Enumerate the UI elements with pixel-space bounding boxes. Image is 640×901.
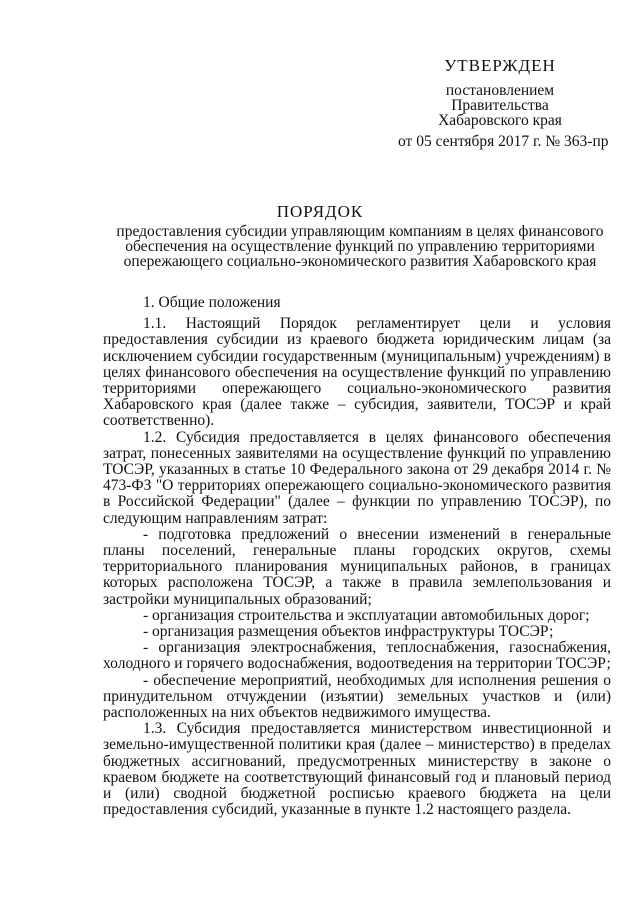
approval-stamp: [380, 58, 620, 149]
approval-line: Правительства: [451, 97, 549, 114]
approval-title: УТВЕРЖДЕН: [444, 56, 556, 75]
paragraph: 1.3. Субсидия предоставляется министерством инвестиционной и земельно-имущественной политики края (далее – министерство) в пределах бюджетных ассигнований, предусмотренных министерству в законе о краевом бюджете на соответствующий финансовый год и плановый период и (или) сводной бюджетной росписью краевого бюджета на цели предоставления субсидий, указанные в пункте 1.2 настоящего раздела.: [103, 720, 611, 819]
list-item: - организация электроснабжения, теплоснабжения, газоснабжения, холодного и горячего водоснабжения, водоотведения на территории ТОСЭР;: [103, 639, 611, 673]
document-title: ПОРЯДОК: [276, 202, 364, 221]
section-heading: 1. Общие положения: [143, 294, 281, 311]
list-item: - обеспечение мероприятий, необходимых для исполнения решения о принудительном отчуждении (изъятии) земельных участков и (или) расположенных на них объектов недвижимого имущества.: [103, 671, 611, 722]
document-subtitle: предоставления субсидии управляющим компаниям в целях финансового обеспечения на осуществление функций по управлению территориями опережающего социально-экономического развития Хабаровского края: [116, 223, 604, 270]
paragraph: 1.2. Субсидия предоставляется в целях финансового обеспечения затрат, понесенных заявителями на осуществление функций по управлению ТОСЭР, указанных в статье 10 Федерального закона от 29 декабря 2014 г. № 473-ФЗ "О территориях опережающего социально-экономического развития в Российской Федерации" (далее – функции по управлению ТОСЭР), по следующим направлениям затрат:: [103, 428, 611, 527]
approval-date: от 05 сентября 2017 г. № 363-пр: [398, 133, 609, 150]
list-item: - подготовка предложений о внесении изменений в генеральные планы поселений, генеральные планы городских округов, схемы территориального планирования муниципальных районов, в границах которых расположена ТОСЭР, а также в правила землепользования и застройки муниципальных образований;: [103, 525, 611, 608]
list-item: - организация размещения объектов инфраструктуры ТОСЭР;: [143, 623, 554, 641]
approval-line: Хабаровского края: [438, 112, 562, 129]
list-item: - организация строительства и эксплуатации автомобильных дорог;: [143, 606, 590, 624]
document-body: [103, 295, 611, 819]
approval-line: постановлением: [445, 82, 555, 99]
paragraph: 1.1. Настоящий Порядок регламентирует цели и условия предоставления субсидии из краевого бюджета юридическим лицам (за исключением субсидии государственным (муниципальным) учреждениям) в целях финансового обеспечения на осуществление функций по управлению территориями опережающего социально-экономического развития Хабаровского края (далее также – субсидия, заявители, ТОСЭР и край соответственно).: [103, 315, 611, 430]
